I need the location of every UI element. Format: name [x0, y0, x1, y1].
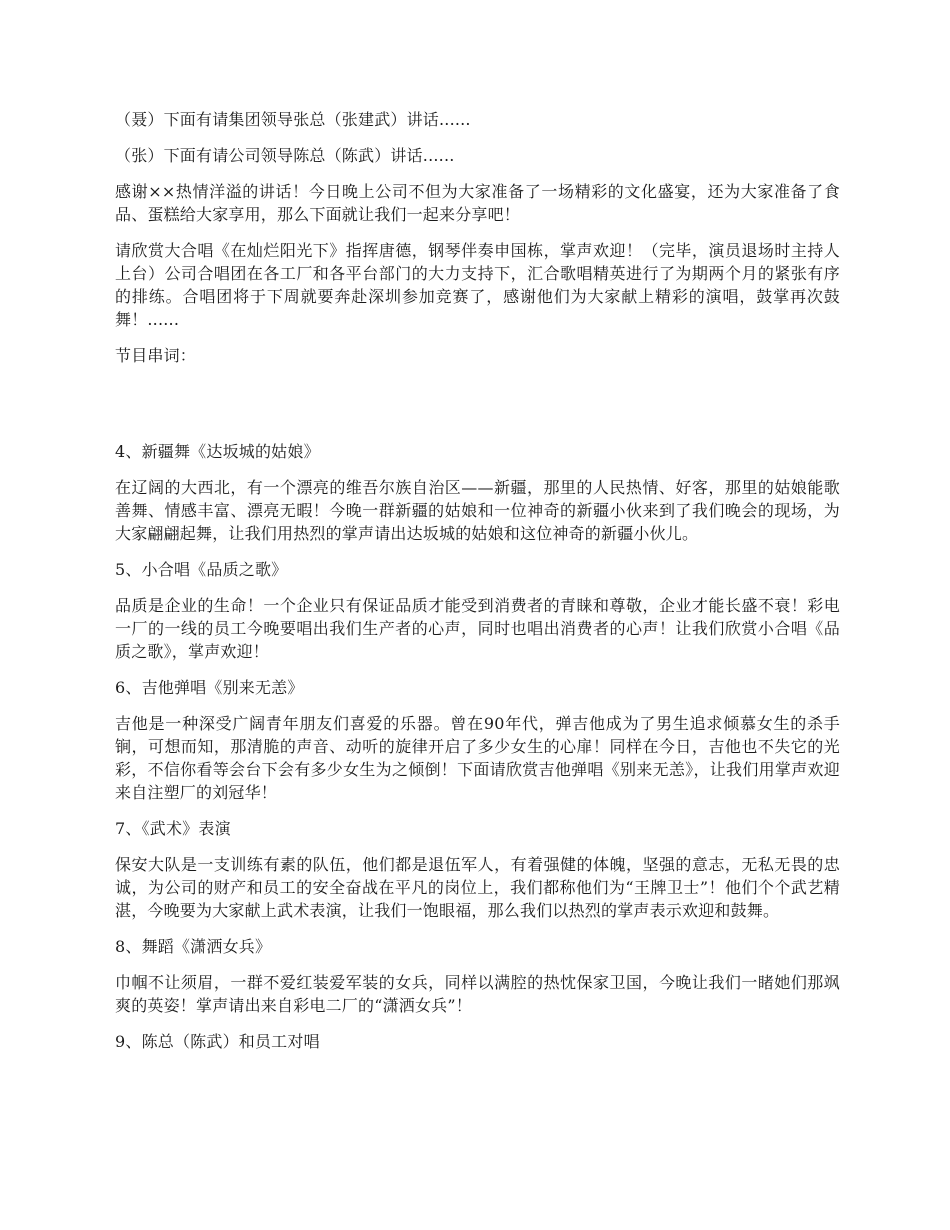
section-body-5: 品质是企业的生命！一个企业只有保证品质才能受到消费者的青睐和尊敬，企业才能长盛不衰！彩电一厂的一线的员工今晚要唱出我们生产者的心声，同时也唱出消费者的心声！让我们欣赏小合唱《品质之歌》，掌声欢迎！: [115, 596, 840, 661]
blank-gap: [115, 367, 840, 440]
section-heading-4: 4、新疆舞《达坂城的姑娘》: [115, 442, 320, 461]
section-body-4: 在辽阔的大西北，有一个漂亮的维吾尔族自治区——新疆，那里的人民热情、好客，那里的姑娘能歌善舞、情感丰富、漂亮无暇！今晚一群新疆的姑娘和一位神奇的新疆小伙来到了我们晚会的现场，为大家翩翩起舞，让我们用热烈的掌声请出达坂城的姑娘和这位神奇的新疆小伙儿。: [115, 478, 840, 543]
section-heading-9: 9、陈总（陈武）和员工对唱: [115, 1032, 320, 1051]
document-page: [115, 108, 840, 1066]
section-heading-8: 8、舞蹈《潇洒女兵》: [115, 937, 272, 956]
section-heading-5: 5、小合唱《品质之歌》: [115, 560, 288, 579]
program-script-label: 节目串词：: [115, 346, 197, 365]
section-heading-7: 7、《武术》表演: [115, 819, 231, 838]
intro-paragraph-1: （聂）下面有请集团领导张总（张建武）讲话......: [115, 110, 471, 129]
section-heading-6: 6、吉他弹唱《别来无恙》: [115, 678, 304, 697]
section-body-7: 保安大队是一支训练有素的队伍，他们都是退伍军人，有着强健的体魄，坚强的意志，无私无畏的忠诚，为公司的财产和员工的安全奋战在平凡的岗位上，我们都称他们为“王牌卫士”！他们个个武艺精湛，今晚要为大家献上武术表演，让我们一饱眼福，那么我们以热烈的掌声表示欢迎和鼓舞。: [115, 855, 840, 920]
section-body-6: 吉他是一种深受广阔青年朋友们喜爱的乐器。曾在90年代，弹吉他成为了男生追求倾慕女生的杀手锏，可想而知，那清脆的声音、动听的旋律开启了多少女生的心扉！同样在今日，吉他也不失它的光彩，不信你看等会台下会有多少女生为之倾倒！下面请欣赏吉他弹唱《别来无恙》，让我们用掌声欢迎来自注塑厂的刘冠华！: [115, 714, 840, 802]
intro-paragraph-4: 请欣赏大合唱《在灿烂阳光下》指挥唐德，钢琴伴奏申国栋，掌声欢迎！（完毕，演员退场时主持人上台）公司合唱团在各工厂和各平台部门的大力支持下，汇合歌唱精英进行了为期两个月的紧张有序的排练。合唱团将于下周就要奔赴深圳参加竞赛了，感谢他们为大家献上精彩的演唱，鼓掌再次鼓舞！......: [115, 241, 840, 329]
intro-paragraph-2: （张）下面有请公司领导陈总（陈武）讲话......: [115, 146, 455, 165]
intro-paragraph-3: 感谢××热情洋溢的讲话！今日晚上公司不但为大家准备了一场精彩的文化盛宴，还为大家准备了食品、蛋糕给大家享用，那么下面就让我们一起来分享吧！: [115, 182, 840, 224]
section-body-8: 巾帼不让须眉，一群不爱红装爱军装的女兵，同样以满腔的热忱保家卫国，今晚让我们一睹她们那飒爽的英姿！掌声请出来自彩电二厂的“潇洒女兵”！: [115, 973, 840, 1015]
